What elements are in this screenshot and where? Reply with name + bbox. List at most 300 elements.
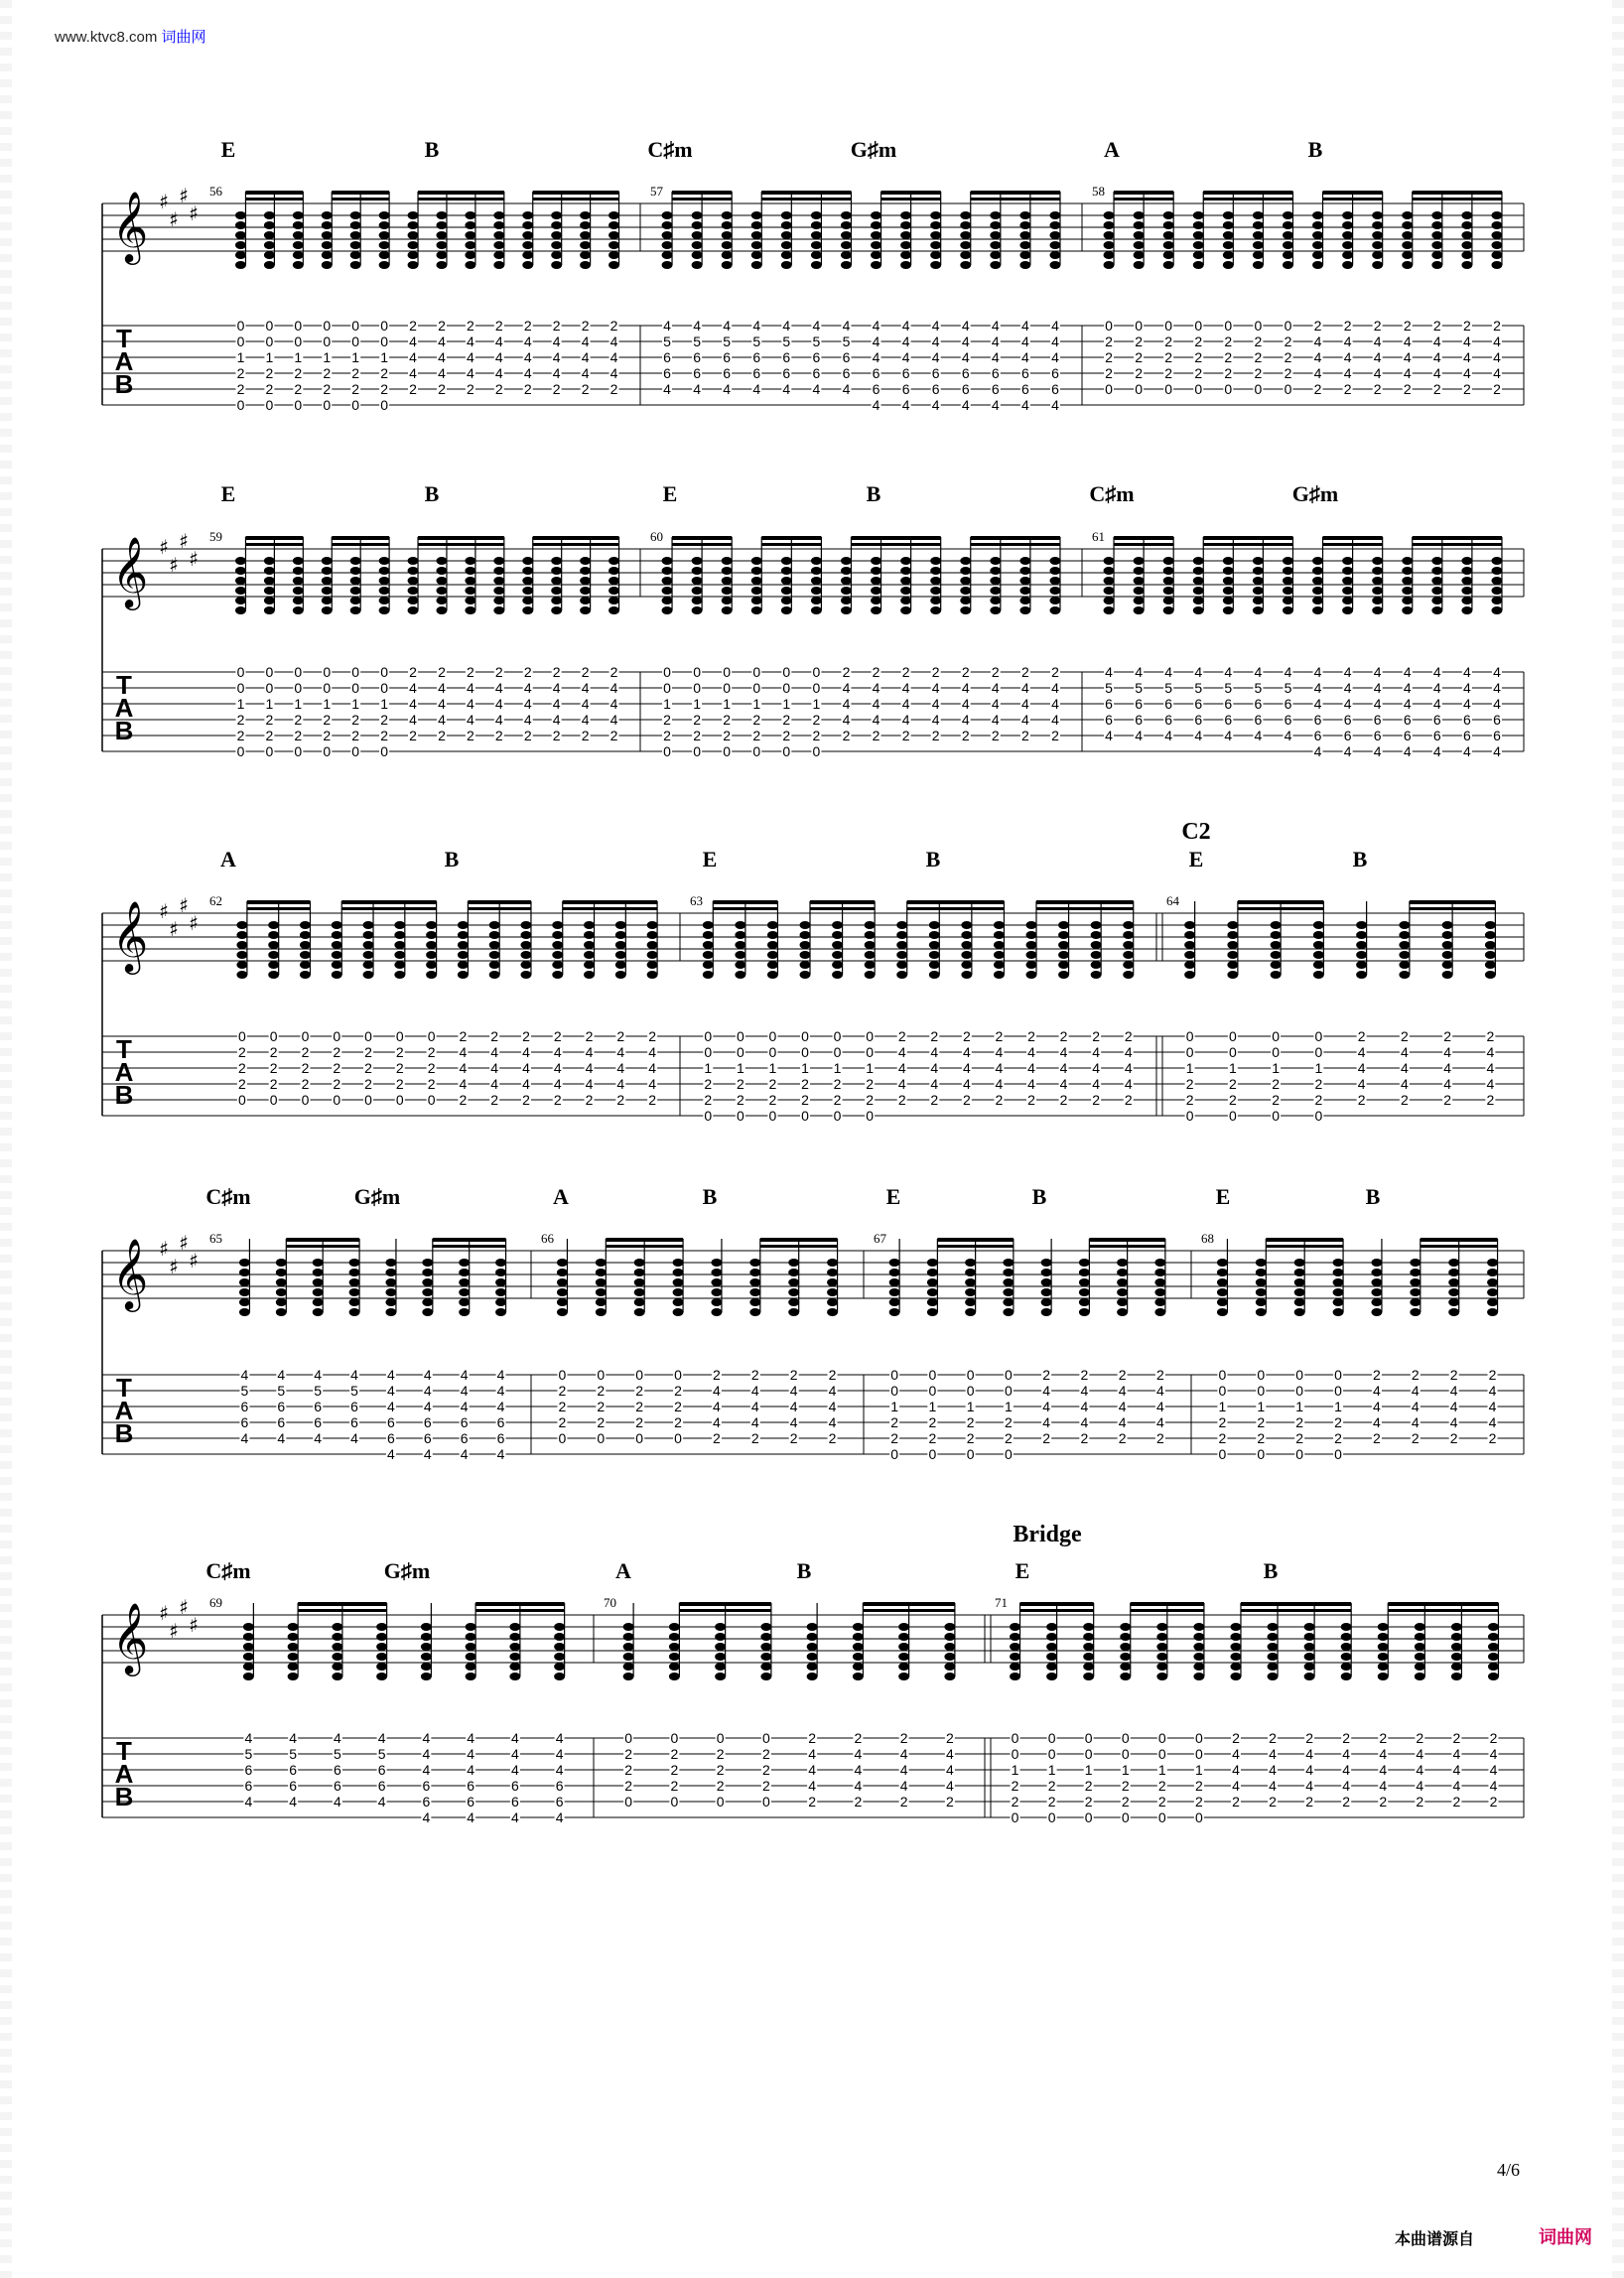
notehead — [1163, 251, 1174, 259]
footer-site-logo[interactable]: 词曲网 — [1539, 2227, 1592, 2248]
beam — [247, 907, 311, 910]
tab-fret-number: 1 — [736, 1060, 744, 1076]
tab-fret-number: 0 — [928, 1446, 937, 1462]
tab-fret-number: 4 — [693, 381, 702, 397]
tab-fret-number: 0 — [380, 743, 389, 759]
tab-fret-number: 4 — [782, 318, 791, 334]
tab-fret-number: 4 — [409, 696, 417, 712]
tab-fret-number: 0 — [768, 1028, 777, 1044]
tab-fret-number: 2 — [294, 712, 303, 728]
tab-fret-number: 2 — [351, 381, 360, 397]
notehead — [623, 1643, 634, 1651]
tab-fret-number: 6 — [510, 1794, 519, 1809]
tab-label-t: T — [116, 1736, 132, 1766]
chord-name: E — [220, 137, 236, 162]
notehead — [1019, 221, 1030, 229]
notehead — [1415, 1623, 1425, 1631]
tab-fret-number: 0 — [1224, 318, 1233, 334]
beam — [679, 1602, 771, 1606]
notehead — [1217, 1278, 1228, 1286]
notehead — [1448, 1259, 1459, 1267]
tab-fret-number: 4 — [1305, 1778, 1314, 1794]
notehead — [1041, 1259, 1052, 1267]
tab-fret-number: 2 — [269, 1076, 278, 1092]
notehead — [788, 1259, 799, 1267]
notehead — [841, 231, 852, 239]
notehead — [1104, 587, 1115, 595]
notehead — [1091, 951, 1102, 959]
tab-fret-number: 6 — [723, 349, 732, 365]
tab-fret-number: 2 — [1121, 1794, 1130, 1809]
tab-fret-number: 0 — [635, 1430, 644, 1446]
tab-fret-number: 2 — [812, 728, 821, 743]
tab-fret-number: 2 — [585, 1092, 594, 1108]
notehead — [1356, 921, 1367, 929]
notehead — [751, 231, 762, 239]
notehead — [421, 1623, 432, 1631]
tab-fret-number: 4 — [333, 1794, 341, 1809]
tab-fret-number: 5 — [314, 1383, 323, 1399]
notehead — [1442, 941, 1453, 949]
notehead — [1378, 1633, 1389, 1641]
tab-fret-number: 4 — [1105, 664, 1113, 680]
notehead — [927, 1298, 938, 1306]
notehead — [1271, 921, 1282, 929]
tab-fret-number: 4 — [494, 696, 503, 712]
notehead — [264, 587, 275, 595]
notehead — [1448, 1288, 1459, 1296]
notehead — [1041, 1308, 1052, 1316]
notehead — [349, 1269, 360, 1276]
notehead — [350, 567, 361, 575]
notehead — [385, 1269, 396, 1276]
beam — [1266, 1238, 1343, 1242]
tab-fret-number: 2 — [237, 1076, 246, 1092]
tab-fret-number: 6 — [901, 365, 910, 381]
tab-fret-number: 6 — [872, 365, 880, 381]
notehead — [841, 241, 852, 249]
measure-number: 61 — [1092, 529, 1105, 544]
notehead — [1079, 1298, 1090, 1306]
notehead — [930, 606, 941, 614]
tab-fret-number: 4 — [789, 1399, 798, 1414]
tab-fret-number: 2 — [1334, 1430, 1342, 1446]
notehead — [580, 241, 591, 249]
notehead — [929, 961, 940, 969]
tab-fret-number: 2 — [1452, 1794, 1461, 1809]
tab-fret-number: 0 — [674, 1430, 682, 1446]
tab-fret-number: 4 — [1254, 664, 1263, 680]
notehead — [408, 557, 419, 565]
tab-fret-number: 4 — [648, 1076, 657, 1092]
tab-fret-number: 0 — [269, 1092, 278, 1108]
tab-fret-number: 4 — [1373, 664, 1382, 680]
notehead — [1026, 961, 1037, 969]
tab-fret-number: 0 — [265, 318, 274, 334]
tab-fret-number: 5 — [377, 1746, 386, 1762]
notehead — [767, 921, 778, 929]
notehead — [760, 1643, 771, 1651]
tab-fret-number: 4 — [1493, 743, 1501, 759]
tab-fret-number: 2 — [901, 664, 910, 680]
notehead — [552, 961, 563, 969]
tab-fret-number: 1 — [833, 1060, 842, 1076]
tab-fret-number: 6 — [1135, 696, 1144, 712]
notehead — [865, 931, 876, 939]
tab-fret-number: 6 — [244, 1762, 253, 1778]
notehead — [436, 606, 447, 614]
notehead — [722, 231, 733, 239]
notehead — [1019, 606, 1030, 614]
tab-fret-number: 4 — [1373, 334, 1382, 349]
notehead — [807, 1633, 818, 1641]
tab-fret-number: 4 — [1269, 1746, 1277, 1762]
tab-fret-number: 2 — [581, 664, 590, 680]
notehead — [609, 251, 619, 259]
notehead — [422, 1278, 433, 1286]
notehead — [1223, 231, 1234, 239]
notehead — [322, 211, 333, 219]
tab-fret-number: 2 — [494, 664, 503, 680]
notehead — [749, 1308, 760, 1316]
tab-fret-number: 6 — [991, 365, 1000, 381]
notehead — [554, 1633, 565, 1641]
tab-fret-number: 0 — [351, 664, 360, 680]
notehead — [711, 1278, 722, 1286]
notehead — [961, 941, 972, 949]
notehead — [692, 567, 703, 575]
tab-fret-number: 6 — [423, 1430, 432, 1446]
tab-fret-number: 5 — [782, 334, 791, 349]
tab-fret-number: 4 — [1432, 680, 1441, 696]
notehead — [239, 1308, 250, 1316]
notehead — [580, 597, 591, 604]
notehead — [1193, 606, 1204, 614]
notehead — [751, 241, 762, 249]
notehead — [1163, 211, 1174, 219]
notehead — [332, 1663, 342, 1671]
notehead — [900, 241, 911, 249]
notehead — [554, 1643, 565, 1651]
tab-fret-number: 2 — [1004, 1430, 1013, 1446]
notehead — [436, 231, 447, 239]
tab-fret-number: 4 — [854, 1746, 863, 1762]
notehead — [609, 587, 619, 595]
tab-fret-number: 4 — [581, 365, 590, 381]
notehead — [1230, 1643, 1241, 1651]
tab-fret-number: 4 — [377, 1730, 386, 1746]
tab-fret-number: 4 — [1020, 397, 1029, 413]
notehead — [1154, 1269, 1165, 1276]
tab-fret-number: 6 — [1343, 712, 1352, 728]
tab-fret-number: 4 — [945, 1778, 954, 1794]
notehead — [520, 931, 531, 939]
beam — [332, 536, 389, 540]
tab-fret-number: 4 — [522, 1044, 530, 1060]
notehead — [322, 567, 333, 575]
tab-fret-number: 4 — [931, 349, 940, 365]
notehead — [832, 931, 843, 939]
notehead — [673, 1288, 684, 1296]
notehead — [1230, 1653, 1241, 1661]
notehead — [465, 606, 475, 614]
tab-fret-number: 2 — [1373, 1367, 1381, 1383]
notehead — [1491, 251, 1502, 259]
notehead — [896, 921, 907, 929]
tab-fret-number: 0 — [801, 1108, 809, 1124]
notehead — [1312, 241, 1323, 249]
notehead — [760, 1633, 771, 1641]
tab-fret-number: 4 — [1343, 349, 1352, 365]
notehead — [811, 577, 822, 585]
notehead — [1378, 1623, 1389, 1631]
tab-fret-number: 1 — [812, 696, 821, 712]
tab-fret-number: 4 — [1135, 728, 1144, 743]
tab-fret-number: 2 — [523, 318, 532, 334]
notehead — [615, 931, 626, 939]
tab-fret-number: 1 — [704, 1060, 713, 1076]
tab-fret-number: 2 — [364, 1044, 372, 1060]
tab-fret-number: 0 — [1314, 1044, 1323, 1060]
tab-fret-number: 4 — [1155, 1414, 1164, 1430]
notehead — [827, 1259, 838, 1267]
tab-fret-number: 4 — [496, 1367, 505, 1383]
notehead — [961, 931, 972, 939]
tab-fret-number: 4 — [460, 1383, 469, 1399]
notehead — [960, 251, 971, 259]
tab-fret-number: 2 — [333, 1076, 341, 1092]
notehead — [662, 231, 673, 239]
tab-fret-number: 0 — [351, 743, 360, 759]
tab-fret-number: 4 — [1449, 1383, 1458, 1399]
tab-fret-number: 4 — [1343, 334, 1352, 349]
treble-clef-icon: 𝄞 — [111, 899, 149, 972]
notehead — [580, 261, 591, 269]
tab-fret-number: 4 — [789, 1414, 798, 1430]
notehead — [990, 557, 1001, 565]
notehead — [322, 597, 333, 604]
notehead — [584, 931, 595, 939]
notehead — [1372, 557, 1383, 565]
notehead — [1371, 1278, 1382, 1286]
tab-fret-number: 4 — [1432, 696, 1441, 712]
notehead — [927, 1288, 938, 1296]
notehead — [235, 221, 246, 229]
tab-fret-number: 4 — [752, 381, 761, 397]
tab-fret-number: 2 — [761, 1762, 770, 1778]
tab-fret-number: 4 — [1432, 365, 1441, 381]
tab-fret-number: 6 — [423, 1414, 432, 1430]
notehead — [1271, 951, 1282, 959]
notehead — [1104, 251, 1115, 259]
notehead — [458, 951, 469, 959]
notehead — [493, 231, 504, 239]
tab-fret-number: 6 — [314, 1414, 323, 1430]
tab-fret-number: 2 — [558, 1383, 567, 1399]
beam — [672, 198, 732, 201]
notehead — [1342, 241, 1353, 249]
notehead — [1402, 606, 1413, 614]
tab-fret-number: 2 — [704, 1092, 713, 1108]
notehead — [841, 211, 852, 219]
tab-fret-number: 4 — [438, 334, 446, 349]
notehead — [930, 261, 941, 269]
notehead — [332, 1643, 342, 1651]
notehead — [788, 1298, 799, 1306]
treble-clef-icon: 𝄞 — [111, 1237, 149, 1309]
tab-fret-number: 2 — [1011, 1778, 1019, 1794]
notehead — [781, 261, 792, 269]
notehead — [1083, 1663, 1094, 1671]
measure-number: 66 — [541, 1231, 554, 1246]
tab-fret-number: 0 — [364, 1028, 372, 1044]
tab-fret-number: 0 — [1157, 1730, 1166, 1746]
beam — [937, 1245, 1014, 1248]
notehead — [1431, 241, 1442, 249]
measure-number: 67 — [874, 1231, 886, 1246]
notehead — [1488, 1653, 1499, 1661]
tab-fret-number: 2 — [1272, 1092, 1281, 1108]
notehead — [1451, 1623, 1462, 1631]
tab-fret-number: 4 — [1027, 1076, 1035, 1092]
tab-fret-number: 2 — [752, 728, 761, 743]
notehead — [669, 1653, 680, 1661]
notehead — [1448, 1278, 1459, 1286]
tab-fret-number: 4 — [901, 712, 910, 728]
notehead — [313, 1259, 324, 1267]
measure-number: 71 — [995, 1595, 1008, 1610]
tab-fret-number: 2 — [1059, 1092, 1068, 1108]
site-url[interactable]: www.ktvc8.com — [55, 29, 158, 46]
notehead — [436, 557, 447, 565]
notehead — [293, 241, 304, 249]
tab-fret-number: 4 — [899, 1746, 908, 1762]
tab-fret-number: 6 — [496, 1430, 505, 1446]
tab-fret-number: 2 — [1489, 1730, 1498, 1746]
tab-fret-number: 4 — [1416, 1762, 1424, 1778]
tab-fret-number: 4 — [1449, 1414, 1458, 1430]
tab-fret-number: 4 — [931, 334, 940, 349]
notehead — [930, 587, 941, 595]
notehead — [1223, 261, 1234, 269]
tab-fret-number: 4 — [387, 1399, 395, 1414]
tab-fret-number: 0 — [597, 1367, 606, 1383]
notehead — [1091, 921, 1102, 929]
sharp-icon: ♯ — [179, 529, 189, 553]
sharp-icon: ♯ — [169, 207, 179, 231]
sharp-icon: ♯ — [179, 1595, 189, 1619]
beam — [810, 900, 875, 904]
tab-fret-number: 4 — [496, 1399, 505, 1414]
notehead — [703, 971, 714, 979]
notehead — [1342, 606, 1353, 614]
notehead — [751, 557, 762, 565]
notehead — [1488, 1633, 1499, 1641]
notehead — [1217, 1298, 1228, 1306]
tab-fret-number: 4 — [350, 1367, 358, 1383]
chord-name: B — [424, 137, 440, 162]
measure-number: 68 — [1201, 1231, 1214, 1246]
tab-fret-number: 0 — [1084, 1746, 1093, 1762]
notehead — [379, 261, 390, 269]
tab-fret-number: 2 — [522, 1028, 530, 1044]
tab-fret-number: 2 — [269, 1044, 278, 1060]
tab-fret-number: 0 — [1004, 1446, 1013, 1462]
tab-fret-number: 2 — [1080, 1367, 1089, 1383]
notehead — [1491, 211, 1502, 219]
tab-fret-number: 4 — [930, 1044, 939, 1060]
notehead — [1372, 587, 1383, 595]
tab-fret-number: 2 — [301, 1044, 310, 1060]
notehead — [1333, 1288, 1344, 1296]
tab-fret-number: 6 — [496, 1414, 505, 1430]
tab-fret-number: 4 — [422, 1762, 431, 1778]
site-name[interactable]: 词曲网 — [161, 29, 206, 46]
tab-fret-number: 2 — [782, 712, 791, 728]
notehead — [235, 577, 246, 585]
tab-fret-number: 4 — [995, 1076, 1004, 1092]
notehead — [313, 1308, 324, 1316]
notehead — [871, 221, 881, 229]
tab-fret-number: 4 — [899, 1762, 908, 1778]
notehead — [276, 1288, 287, 1296]
notehead — [313, 1298, 324, 1306]
notehead — [552, 931, 563, 939]
notehead — [322, 587, 333, 595]
notehead — [465, 587, 475, 595]
notehead — [264, 241, 275, 249]
tab-fret-number: 5 — [663, 334, 671, 349]
tab-fret-number: 2 — [716, 1762, 725, 1778]
tab-fret-number: 4 — [581, 712, 590, 728]
tab-fret-number: 2 — [1416, 1730, 1424, 1746]
notehead — [495, 1269, 506, 1276]
tab-fret-number: 2 — [716, 1778, 725, 1794]
notehead — [1356, 951, 1367, 959]
notehead — [235, 606, 246, 614]
notehead — [647, 971, 658, 979]
tab-fret-number: 4 — [750, 1383, 759, 1399]
tab-fret-number: 2 — [930, 1092, 939, 1108]
tab-fret-number: 0 — [237, 1028, 246, 1044]
notehead — [408, 567, 419, 575]
tab-fret-number: 5 — [1194, 680, 1203, 696]
notehead — [551, 241, 562, 249]
chord-name: C♯m — [647, 137, 693, 162]
notehead — [788, 1269, 799, 1276]
tab-fret-number: 2 — [609, 664, 618, 680]
tab-fret-number: 2 — [1092, 1028, 1101, 1044]
tab-fret-number: 2 — [523, 664, 532, 680]
notehead — [1193, 557, 1204, 565]
tab-fret-number: 2 — [1449, 1367, 1458, 1383]
tab-fret-number: 0 — [323, 664, 332, 680]
notehead — [1431, 557, 1442, 565]
notehead — [1163, 587, 1174, 595]
notehead — [458, 931, 469, 939]
notehead — [1253, 221, 1264, 229]
notehead — [781, 251, 792, 259]
beam — [418, 191, 504, 195]
tab-fret-number: 2 — [1284, 349, 1292, 365]
tab-fret-number: 2 — [704, 1076, 713, 1092]
notehead — [1223, 557, 1234, 565]
tab-fret-number: 2 — [553, 1028, 562, 1044]
notehead — [692, 241, 703, 249]
tab-fret-number: 4 — [1462, 743, 1471, 759]
tab-fret-number: 6 — [961, 365, 970, 381]
tab-fret-number: 4 — [842, 696, 851, 712]
